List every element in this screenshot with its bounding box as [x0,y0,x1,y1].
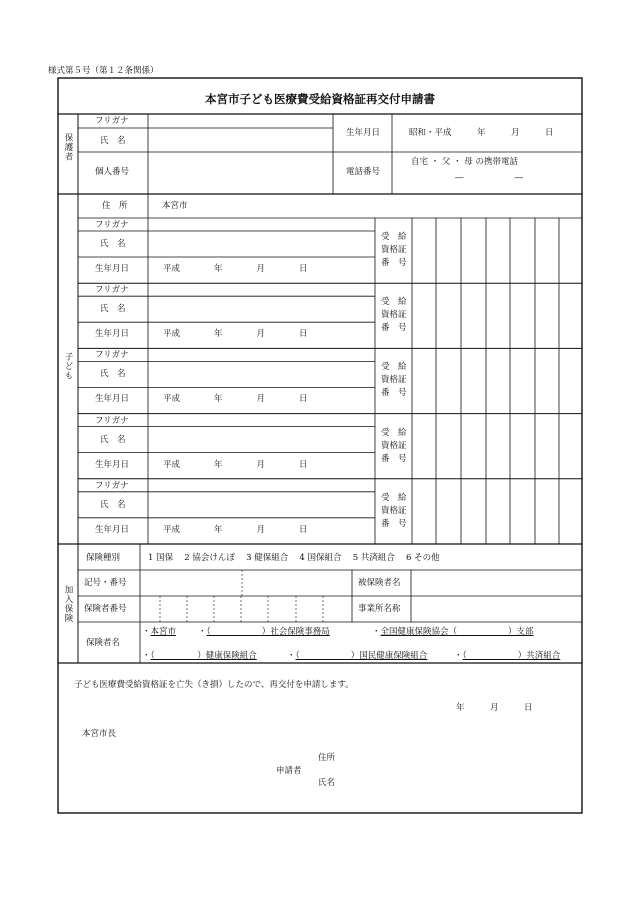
application-statement: 子ども医療費受給資格証を亡失（き損）したので、再交付を申請します。 [74,680,354,690]
child-furigana-label: フリガナ [95,415,129,426]
child-name-label: 氏 名 [100,239,126,249]
child-birth-label: 生年月日 [95,394,130,405]
insurance-section-label: 加入保険 [63,585,73,623]
cert-label-line1: 受 給 [381,362,407,373]
insurer-option-social: ・（ ）社会保険事務局 [198,627,330,637]
child-birth-label: 生年月日 [95,264,130,274]
cert-label-line1: 受 給 [381,297,407,308]
child-birth-label: 生年月日 [95,524,130,535]
insurer-option-kenpo: ・（ ）健康保険組合 [142,651,257,661]
cert-label-line2: 資格証 [381,310,407,321]
insurer-name-label: 保険者名 [86,638,121,648]
child-furigana-label: フリガナ [95,350,129,361]
child-furigana-label: フリガナ [95,480,129,491]
guardian-phone-dash: ― ― [455,173,524,183]
cert-label-line2: 資格証 [381,505,407,516]
insurer-option-kyokai: ・全国健康保険協会（ ）支部 [372,627,534,637]
guardian-name-label: 氏 名 [100,136,126,146]
cert-label-line1: 受 給 [381,427,407,438]
cert-label-line3: 番 号 [381,518,407,529]
child-birth-value: 平成 年 月 日 [163,394,308,405]
cert-label-line2: 資格証 [381,245,407,255]
child-name-label: 氏 名 [100,499,126,510]
child-address-label: 住 所 [102,201,128,211]
child-address-value: 本宮市 [162,201,188,211]
child-furigana-label: フリガナ [95,285,129,296]
guardian-individual-number-label: 個人番号 [95,167,130,177]
application-date: 年 月 日 [456,703,533,713]
guardian-section-label: 保護者 [63,133,73,162]
child-name-label: 氏 名 [100,369,126,380]
applicant-label: 申請者 [276,766,302,776]
cert-label-line3: 番 号 [381,388,407,399]
child-birth-label: 生年月日 [95,329,130,340]
cert-label-line2: 資格証 [381,375,407,386]
insurance-symbol-label: 記号・番号 [84,578,127,588]
cert-label-line1: 受 給 [381,492,407,503]
insurer-number-label: 保険者番号 [84,604,127,614]
child-name-label: 氏 名 [100,304,126,315]
child-name-label: 氏 名 [100,434,126,445]
guardian-birth-label: 生年月日 [346,128,381,138]
insurance-types: 1 国保 2 協会けんぽ 3 健保組合 4 国保組合 5 共済組合 6 その他 [148,553,440,563]
guardian-phone-label: 電話番号 [346,167,381,177]
insurer-option-kyosai: ・（ ）共済組合 [454,651,561,661]
addressee: 本宮市長 [82,729,117,739]
child-birth-value: 平成 年 月 日 [163,329,308,340]
cert-label-line3: 番 号 [381,453,407,464]
insured-name-label: 被保険者名 [358,578,401,588]
cert-label-line1: 受 給 [381,232,407,242]
office-name-label: 事業所名称 [358,604,401,614]
insurer-option-motomiya: ・本宮市 [142,627,177,637]
child-birth-value: 平成 年 月 日 [163,524,308,535]
applicant-name-label: 氏名 [318,778,336,788]
guardian-birth-value: 昭和・平成 年 月 日 [409,128,554,138]
insurance-type-label: 保険種別 [86,553,121,563]
child-section-label: 子ども [63,352,73,381]
page-title: 本宮市子ども医療費受給資格証再交付申請書 [205,92,435,106]
child-birth-value: 平成 年 月 日 [163,459,308,470]
child-birth-label: 生年月日 [95,459,130,470]
form-number: 様式第５号（第１２条関係） [48,66,159,76]
applicant-address-label: 住所 [318,753,336,763]
guardian-phone-value: 自宅 ・ 父 ・ 母 の携帯電話 [411,157,519,167]
cert-label-line2: 資格証 [381,440,407,451]
child-furigana-label: フリガナ [95,220,129,230]
guardian-furigana-label: フリガナ [95,116,129,126]
cert-label-line3: 番 号 [381,323,407,334]
insurer-option-kokuho: ・（ ）国民健康保険組合 [287,651,428,661]
cert-label-line3: 番 号 [381,258,407,268]
child-birth-value: 平成 年 月 日 [163,264,308,274]
